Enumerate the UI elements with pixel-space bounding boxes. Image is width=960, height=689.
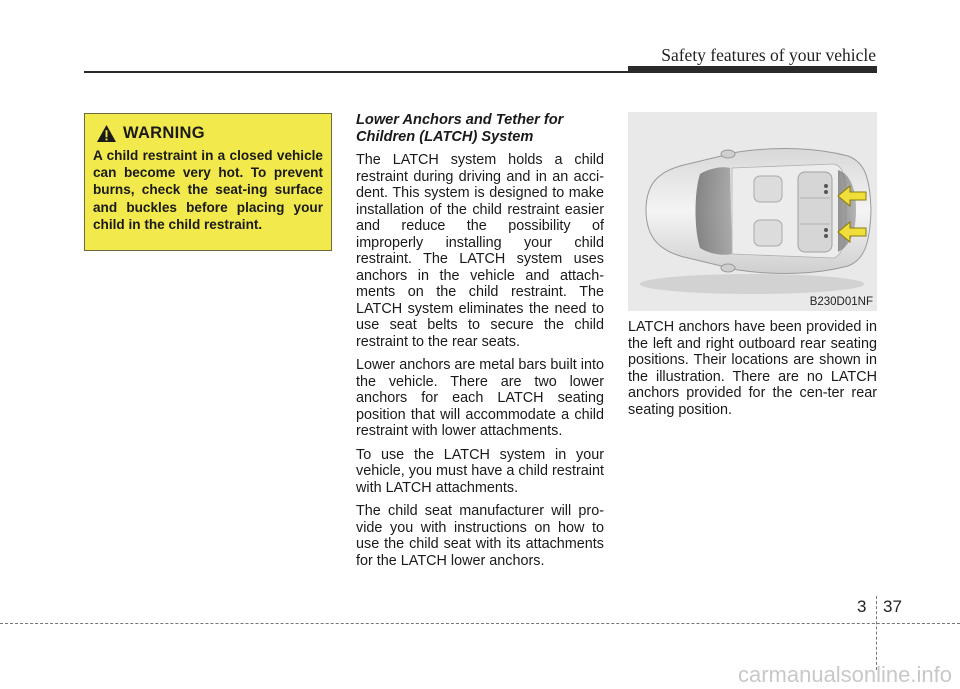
car-latch-figure <box>628 112 877 311</box>
watermark-text: carmanualsonline.info <box>737 662 952 687</box>
body-paragraph: To use the LATCH system in your vehicle, you must have a child restraint with LATCH attachments. <box>356 446 604 496</box>
page-number: 37 <box>883 597 902 616</box>
warning-header <box>96 124 323 143</box>
body-paragraph: The LATCH system holds a child restraint during driving and in an acci-dent. This system is designed to make installation of the child restraint easier and reduce the possibility of improperly installing your child restraint. The LATCH system uses anchors in the vehicle and attach-ments on the child restraint. The LATCH system eliminates the need to use seat belts to secure the child restraint to the rear seats. <box>356 152 604 350</box>
car-top-view-illustration <box>628 112 877 311</box>
page-header-title: Safety features of your vehicle <box>661 45 876 65</box>
body-paragraph-right: LATCH anchors have been provided in the left and right outboard rear seating positions. Their locations are shown in the illustration. There are no LATCH anchors provided for the cen-ter rear seating position. <box>628 319 877 418</box>
warning-title: WARNING <box>123 124 205 142</box>
warning-text: A child restraint in a closed vehicle can become very hot. To prevent burns, check the seat-ing surface and buckles before placing your child in the child restraint. <box>93 148 323 232</box>
body-paragraph: The child seat manufacturer will pro-vide you with instructions on how to use the child seat with its attachments for the LATCH lower anchors. <box>356 503 604 569</box>
warning-triangle-icon <box>96 124 117 143</box>
section-heading: Lower Anchors and Tether for Children (LATCH) System <box>356 112 564 145</box>
header-rule-thick <box>628 66 877 72</box>
warning-box <box>84 113 332 251</box>
right-column <box>628 112 877 425</box>
body-paragraph: Lower anchors are metal bars built into the vehicle. There are two lower anchors for each LATCH seating position that will accommodate a child restraint with lower attachments. <box>356 357 604 439</box>
chapter-number: 3 <box>857 597 867 616</box>
footer-rule <box>0 623 960 624</box>
main-column <box>356 112 604 576</box>
figure-code-label: B230D01NF <box>809 296 873 308</box>
page-number-divider <box>876 596 877 670</box>
